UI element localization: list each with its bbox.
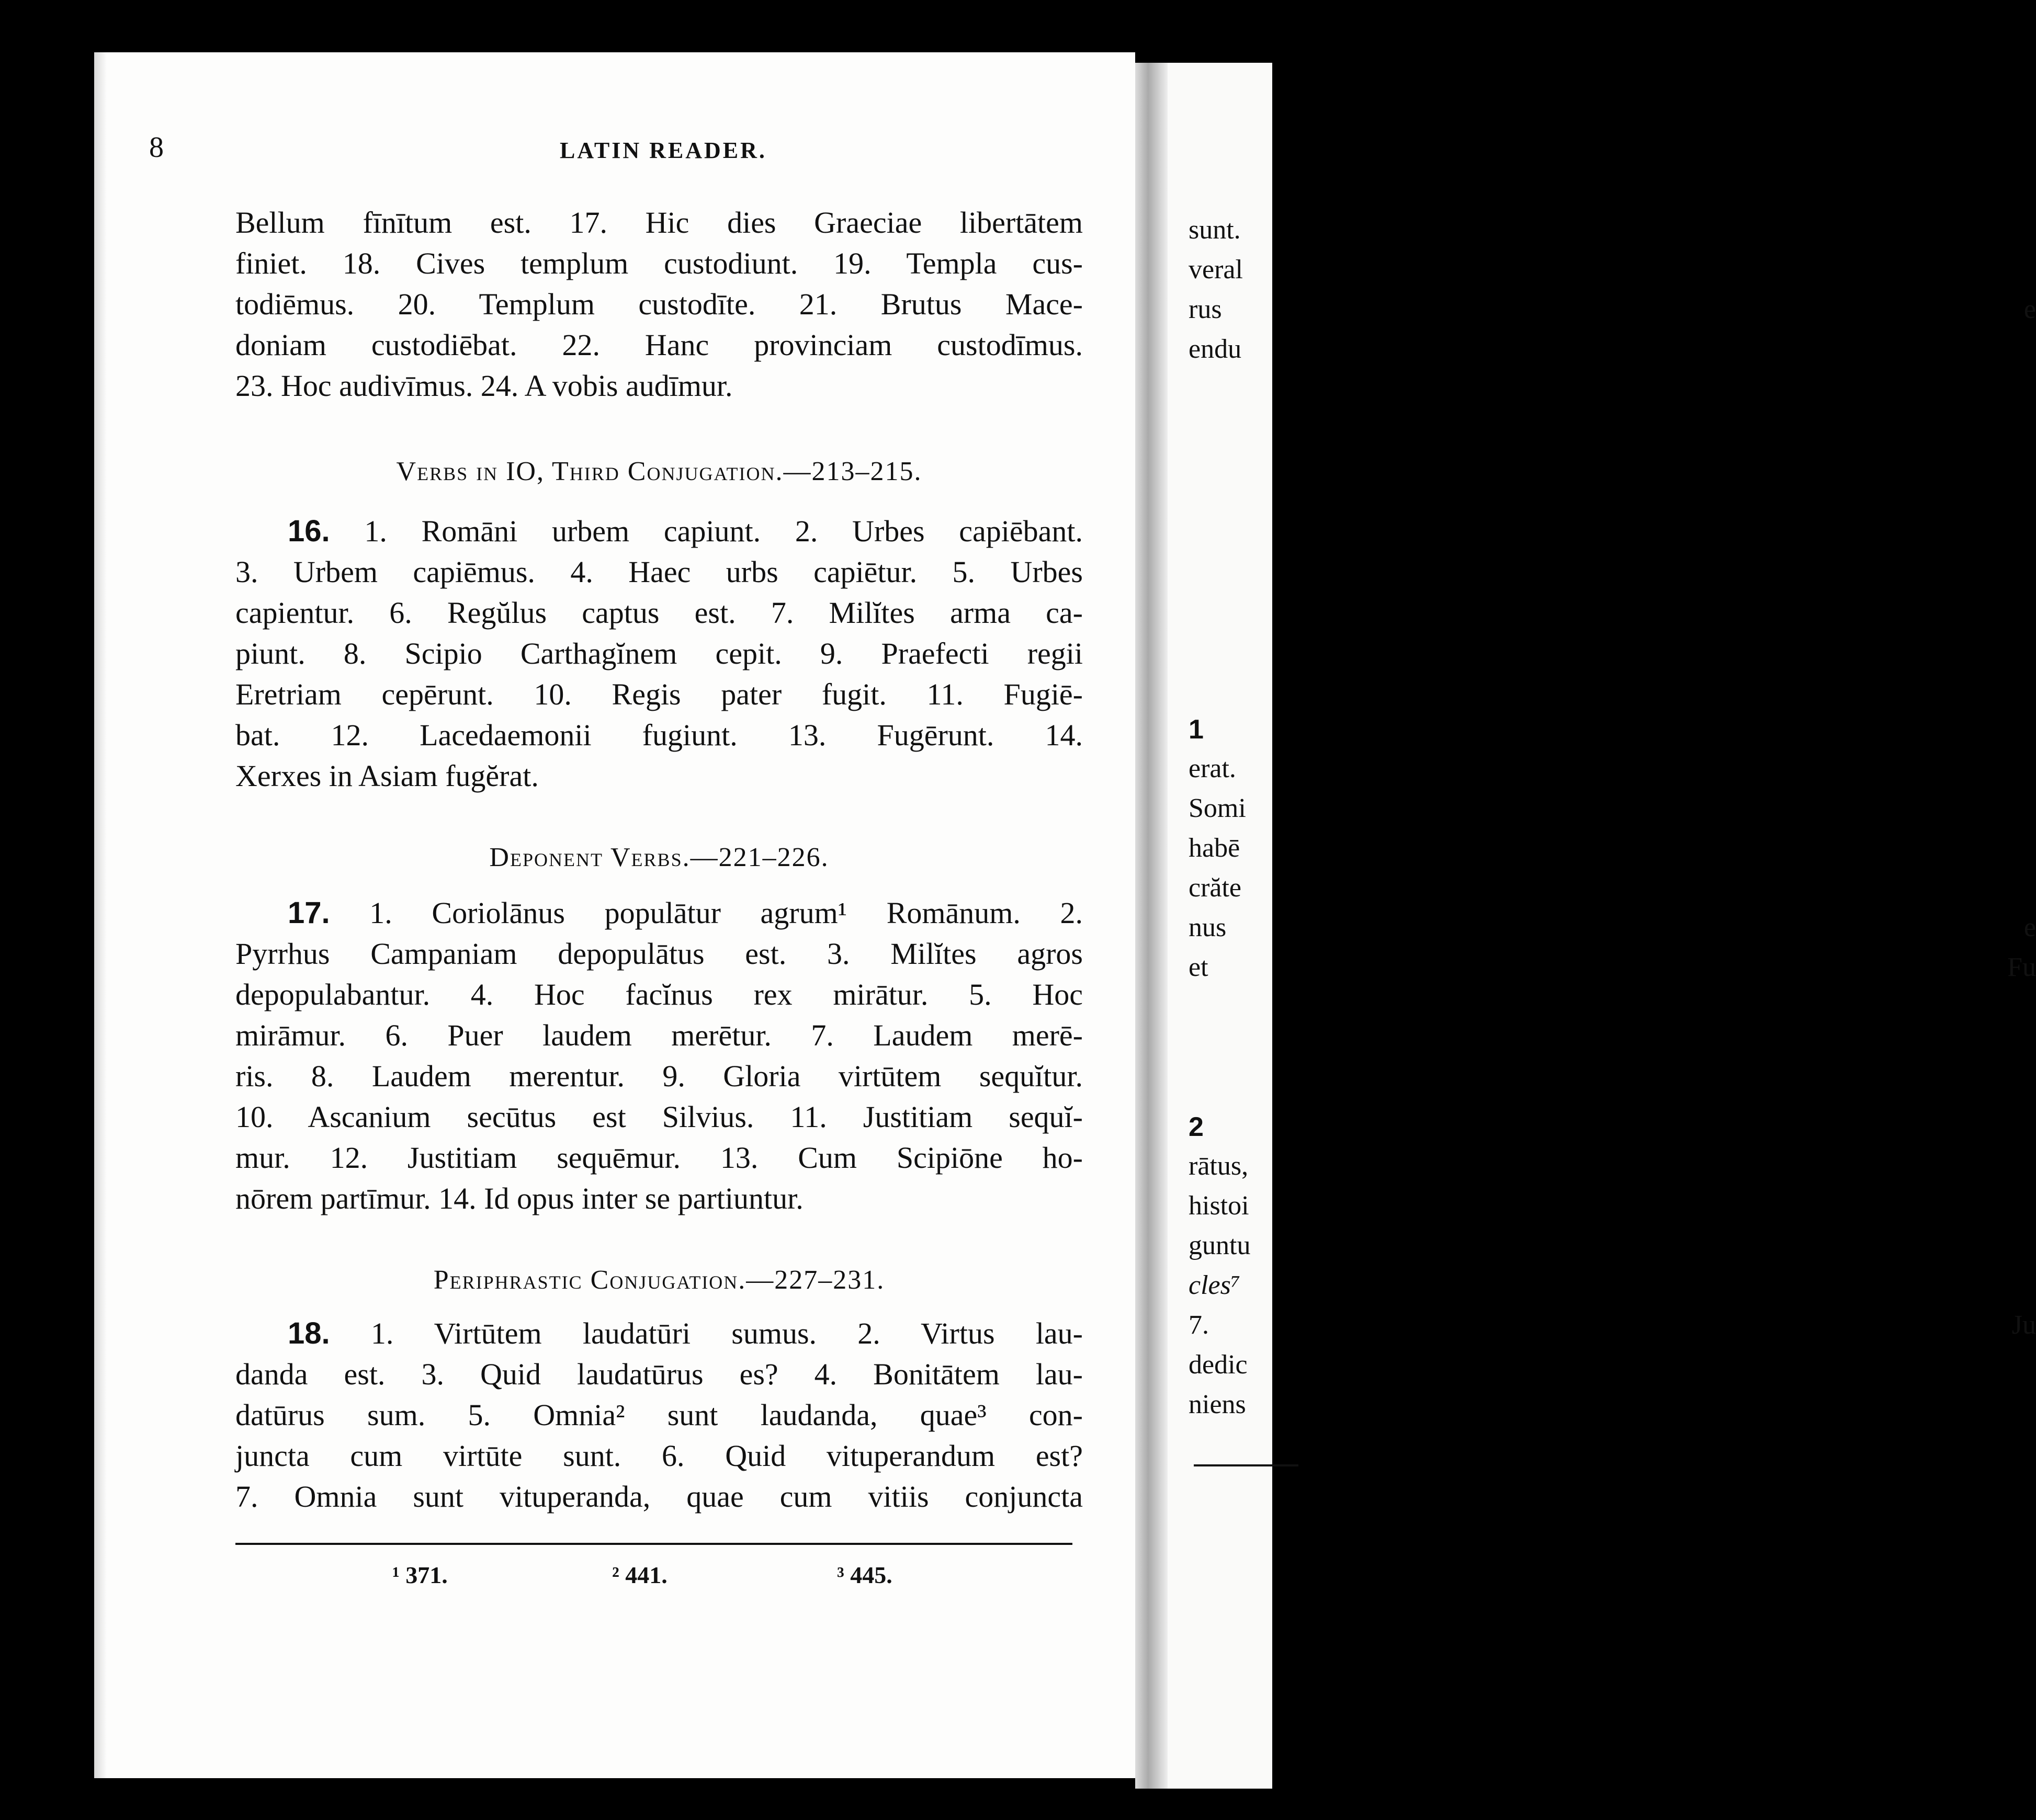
text-line-content: 1. Romāni urbem capiunt. 2. Urbes capiēbant. bbox=[364, 514, 1083, 548]
text-line-content: 1. Coriolānus populātur agrum¹ Romānum. 2. bbox=[369, 896, 1083, 930]
section-heading: Periphrastic Conjugation.—227–231. bbox=[433, 1265, 885, 1295]
running-head: LATIN READER. bbox=[560, 138, 767, 163]
footnote: ² 441. bbox=[612, 1562, 668, 1588]
fragment-line: dedic bbox=[1189, 1350, 1248, 1380]
text-line: datūrus sum. 5. Omnia² sunt laudanda, quae³ con- bbox=[235, 1398, 1083, 1432]
fragment-line: 7. Ju bbox=[1189, 1310, 2036, 1340]
text-line: 3. Urbem capiēmus. 4. Haec urbs capiētur. 5. Urbes bbox=[235, 555, 1083, 589]
fragment-line: rus e bbox=[1189, 294, 2036, 324]
section-heading: Verbs in IO, Third Conjugation.—213–215. bbox=[396, 457, 922, 486]
fragment-line: niens bbox=[1189, 1390, 1246, 1419]
text-line: Bellum fīnītum est. 17. Hic dies Graeciae libertātem bbox=[235, 206, 1083, 240]
text-line-content: 1. Virtūtem laudatūri sumus. 2. Virtus lau- bbox=[370, 1316, 1083, 1350]
text-line: Pyrrhus Campaniam depopulātus est. 3. Milĭtes agros bbox=[235, 937, 1083, 971]
text-line: Xerxes in Asiam fugĕrat. bbox=[235, 759, 539, 793]
fragment-line: nus e bbox=[1189, 913, 2036, 942]
fragment-line: rātus, bbox=[1189, 1151, 1249, 1181]
text-line: nōrem partīmur. 14. Id opus inter se partiuntur. bbox=[235, 1181, 804, 1215]
text-line: doniam custodiēbat. 22. Hanc provinciam custodīmus. bbox=[235, 328, 1083, 362]
text-line: 10. Ascanium secūtus est Silvius. 11. Justitiam sequĭ- bbox=[235, 1100, 1083, 1134]
page-edge bbox=[94, 52, 107, 1778]
book-gutter bbox=[1135, 63, 1168, 1789]
footnote-rule bbox=[235, 1543, 1072, 1545]
fragment-line: et Fu bbox=[1189, 952, 2036, 982]
fragment-line: 2 bbox=[1189, 1112, 1204, 1142]
text-line: Eretriam cepērunt. 10. Regis pater fugit. 11. Fugiē- bbox=[235, 677, 1083, 711]
fragment-rule bbox=[1194, 1464, 1298, 1466]
text-line: ris. 8. Laudem merentur. 9. Gloria virtūtem sequĭtur. bbox=[235, 1059, 1083, 1093]
fragment-line: erat. bbox=[1189, 754, 1236, 783]
fragment-line: histoi bbox=[1189, 1191, 1249, 1221]
text-line bbox=[288, 894, 1083, 932]
facing-page-fragment bbox=[1168, 63, 2036, 1789]
fragment-line: Somi bbox=[1189, 793, 1246, 823]
fragment-line: crăte bbox=[1189, 873, 1242, 903]
fragment-line: sunt. bbox=[1189, 215, 1241, 245]
exercise-number: 18. bbox=[288, 1316, 330, 1350]
text-line: 23. Hoc audivīmus. 24. A vobis audīmur. bbox=[235, 369, 733, 403]
fragment-line: habē bbox=[1189, 833, 1240, 863]
text-line: bat. 12. Lacedaemonii fugiunt. 13. Fugērunt. 14. bbox=[235, 718, 1083, 752]
fragment-line: cles⁷ bbox=[1189, 1270, 1240, 1300]
text-line: depopulabantur. 4. Hoc facĭnus rex mirātur. 5. Hoc bbox=[235, 977, 1083, 1011]
text-line: danda est. 3. Quid laudatūrus es? 4. Bonitātem lau- bbox=[235, 1357, 1083, 1391]
page-number: 8 bbox=[149, 131, 164, 164]
exercise-number: 16. bbox=[288, 514, 330, 548]
text-line: mirāmur. 6. Puer laudem merētur. 7. Laudem merē- bbox=[235, 1018, 1083, 1052]
section-heading: Deponent Verbs.—221–226. bbox=[489, 843, 829, 872]
text-line: mur. 12. Justitiam sequēmur. 13. Cum Scipiōne ho- bbox=[235, 1141, 1083, 1175]
exercise-number: 17. bbox=[288, 896, 330, 930]
text-line: todiēmus. 20. Templum custodīte. 21. Brutus Mace- bbox=[235, 287, 1083, 321]
footnote: ¹ 371. bbox=[392, 1562, 448, 1588]
fragment-line: veral bbox=[1189, 255, 1243, 285]
footnote: ³ 445. bbox=[837, 1562, 892, 1588]
fragment-line: endu bbox=[1189, 334, 1242, 364]
text-line: piunt. 8. Scipio Carthagĭnem cepit. 9. Praefecti regii bbox=[235, 636, 1083, 670]
fragment-line: 1 bbox=[1189, 714, 1204, 745]
text-line: finiet. 18. Cives templum custodiunt. 19. Templa cus- bbox=[235, 246, 1083, 280]
text-line bbox=[288, 1315, 1083, 1352]
text-line bbox=[288, 513, 1083, 550]
text-line: capientur. 6. Regŭlus captus est. 7. Milĭtes arma ca- bbox=[235, 596, 1083, 630]
text-line: 7. Omnia sunt vituperanda, quae cum vitiis conjuncta bbox=[235, 1480, 1083, 1514]
fragment-line: guntu bbox=[1189, 1231, 1251, 1260]
text-line: juncta cum virtūte sunt. 6. Quid vituperandum est? bbox=[235, 1439, 1083, 1473]
